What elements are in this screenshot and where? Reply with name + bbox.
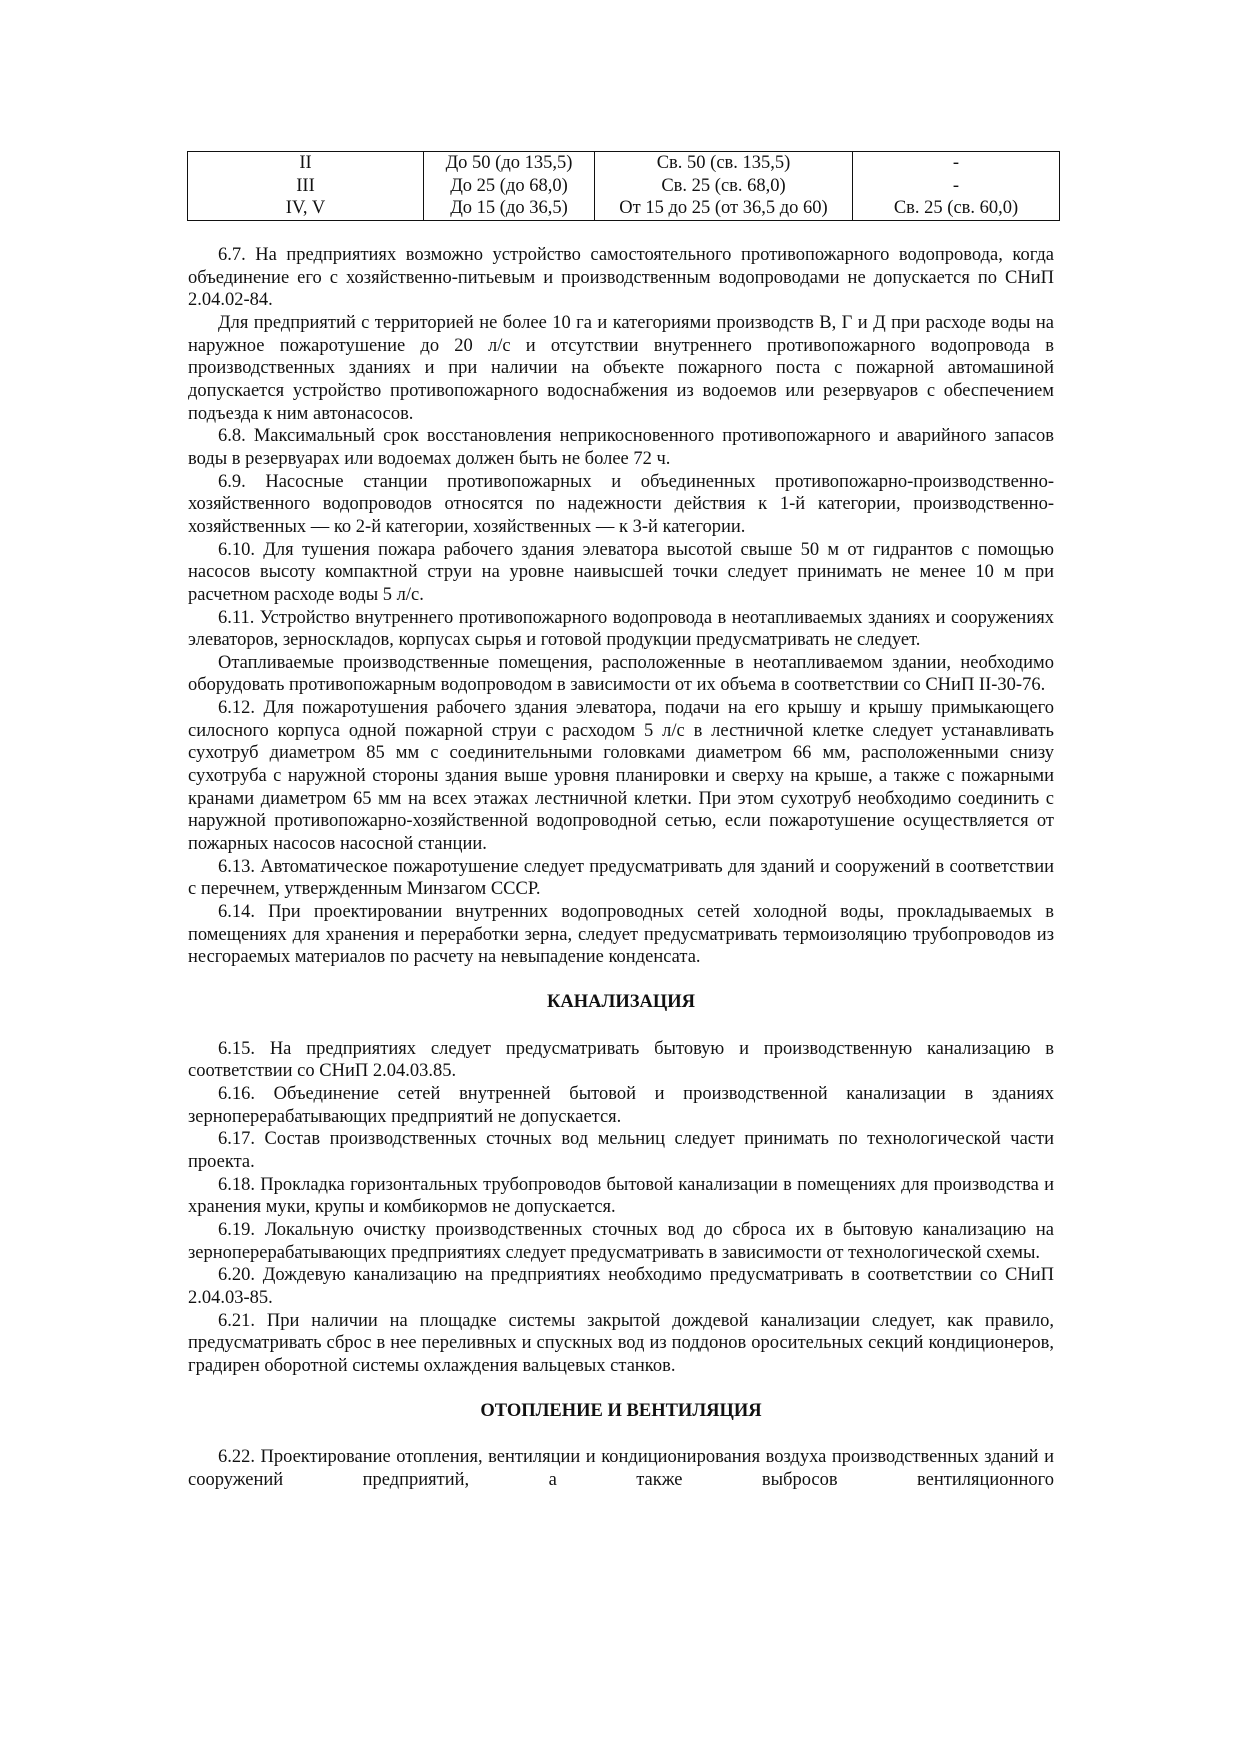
- table-row: [188, 197, 1060, 220]
- table-row: [188, 152, 1060, 175]
- table-cell: От 15 до 25 (от 36,5 до 60): [595, 197, 853, 220]
- paragraph-6-11: 6.11. Устройство внутреннего противопожарного водопровода в неотапливаемых зданиях и сооружениях элеваторов, зерноскладов, корпусах сырья и готовой продукции предусматривать не следует.: [188, 607, 1054, 651]
- paragraph-6-16: 6.16. Объединение сетей внутренней бытовой и производственной канализации в зданиях зерноперерабатывающих предприятий не допускается.: [188, 1083, 1054, 1127]
- paragraph-6-22: 6.22. Проектирование отопления, вентиляции и кондиционирования воздуха производственных зданий и сооружений предприятий, а также выбросов вентиляционного: [188, 1447, 1054, 1490]
- paragraph-6-7-small-sites: Для предприятий с территорией не более 10 га и категориями производств В, Г и Д при расходе воды на наружное пожаротушение до 20 л/с и отсутствии внутреннего противопожарного водопровода в производственных зданиях и при наличии на объекте пожарного поста с пожарной автомашиной допускается устройство противопожарного водоснабжения из водоемов или резервуаров с обеспечением подъезда к ним автонасосов.: [188, 312, 1054, 424]
- water-flow-table: [187, 151, 1060, 221]
- paragraph-6-21: 6.21. При наличии на площадке системы закрытой дождевой канализации следует, как правило, предусматривать сброс в нее переливных и спускных вод из поддонов оросительных секций кондиционеров, градирен оборотной системы охлаждения вальцевых станков.: [188, 1310, 1054, 1376]
- paragraph-6-10: 6.10. Для тушения пожара рабочего здания элеватора высотой свыше 50 м от гидрантов с помощью насосов высоту компактной струи на уровне наивысшей точки следует принимать не менее 10 м при расчетном расходе воды 5 л/с.: [188, 539, 1054, 605]
- paragraph-6-19: 6.19. Локальную очистку производственных сточных вод до сброса их в бытовую канализацию на зерноперерабатывающих предприятиях следует предусматривать в зависимости от технологической схемы.: [188, 1219, 1054, 1263]
- section-heading-heating-ventilation: ОТОПЛЕНИЕ И ВЕНТИЛЯЦИЯ: [480, 1400, 762, 1421]
- paragraph-6-14: 6.14. При проектировании внутренних водопроводных сетей холодной воды, прокладываемых в помещениях для хранения и переработки зерна, следует предусматривать термоизоляцию трубопроводов из несгораемых материалов по расчету на невыпадение конденсата.: [188, 902, 1054, 968]
- document-body: [188, 244, 1054, 1491]
- table-cell: IV, V: [188, 197, 424, 220]
- paragraph-6-9: 6.9. Насосные станции противопожарных и объединенных противопожарно-производственно-хозяйственного водопроводов относятся по надежности действия к 1-й категории, производственно-хозяйственных — ко 2-й категории, хозяйственных — к 3-й категории.: [188, 471, 1054, 537]
- table-cell: Св. 50 (св. 135,5): [595, 152, 853, 175]
- table-cell: -: [853, 175, 1060, 198]
- paragraph-6-13: 6.13. Автоматическое пожаротушение следует предусматривать для зданий и сооружений в соответствии с перечнем, утвержденным Минзагом СССР.: [188, 856, 1054, 900]
- table-row: [188, 175, 1060, 198]
- paragraph-6-11-heated-rooms: Отапливаемые производственные помещения, расположенные в неотапливаемом здании, необходимо оборудовать противопожарным водопроводом в зависимости от их объема в соответствии со СНиП II-30-76.: [188, 652, 1054, 696]
- table-cell: II: [188, 152, 424, 175]
- table-cell: -: [853, 152, 1060, 175]
- paragraph-6-7: 6.7. На предприятиях возможно устройство самостоятельного противопожарного водопровода, когда объединение его с хозяйственно-питьевым и производственным водопроводами не допускается по СНиП 2.04.02-84.: [188, 245, 1054, 311]
- table-cell: До 50 (до 135,5): [424, 152, 595, 175]
- section-heading-sewerage: КАНАЛИЗАЦИЯ: [547, 992, 695, 1012]
- table-cell: Св. 25 (св. 68,0): [595, 175, 853, 198]
- paragraph-6-17: 6.17. Состав производственных сточных вод мельниц следует принимать по технологической части проекта.: [188, 1129, 1054, 1172]
- paragraph-6-20: 6.20. Дождевую канализацию на предприятиях необходимо предусматривать в соответствии со СНиП 2.04.03-85.: [188, 1265, 1054, 1308]
- table-cell: III: [188, 175, 424, 198]
- table-cell: До 15 (до 36,5): [424, 197, 595, 220]
- paragraph-6-15: 6.15. На предприятиях следует предусматривать бытовую и производственную канализацию в соответствии со СНиП 2.04.03.85.: [188, 1038, 1054, 1082]
- table-cell: Св. 25 (св. 60,0): [853, 197, 1060, 220]
- paragraph-6-8: 6.8. Максимальный срок восстановления неприкосновенного противопожарного и аварийного запасов воды в резервуарах или водоемах должен быть не более 72 ч.: [188, 426, 1054, 469]
- table-cell: До 25 (до 68,0): [424, 175, 595, 198]
- paragraph-6-18: 6.18. Прокладка горизонтальных трубопроводов бытовой канализации в помещениях для производства и хранения муки, крупы и комбикормов не допускается.: [188, 1174, 1054, 1218]
- paragraph-6-12: 6.12. Для пожаротушения рабочего здания элеватора, подачи на его крышу и крышу примыкающего силосного корпуса одной пожарной струи с расходом 5 л/с в лестничной клетке следует устанавливать сухотруб диаметром 85 мм с соединительными головками диаметром 66 мм, расположенными снизу сухотруба с наружной стороны здания выше уровня планировки и сверху на крыше, а также с пожарными кранами диаметром 65 мм на всех этажах лестничной клетки. При этом сухотруб необходимо соединить с наружной противопожарно-хозяйственной водопроводной сетью, если пожаротушение осуществляется от пожарных насосов насосной станции.: [188, 698, 1054, 855]
